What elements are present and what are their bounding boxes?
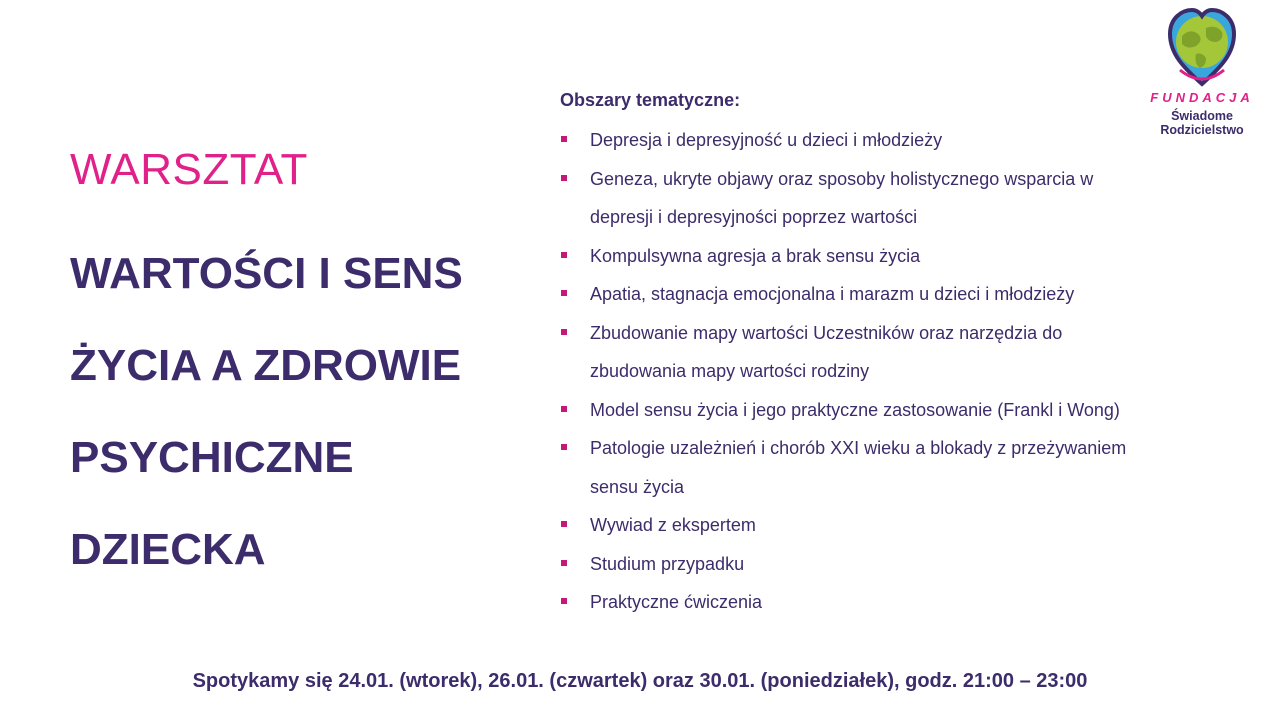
workshop-kicker: WARSZTAT — [70, 145, 308, 194]
list-item — [560, 391, 1200, 430]
list-item-text: Studium przypadku — [590, 553, 745, 574]
list-item — [560, 121, 1200, 160]
list-item-text: Model sensu życia i jego praktyczne zastosowanie (Frankl i Wong) — [590, 399, 1120, 420]
list-item-continuation — [560, 352, 1200, 391]
list-item — [560, 429, 1200, 468]
bullet-icon — [561, 290, 567, 296]
logo-line-name: Świadome Rodzicielstwo — [1160, 109, 1244, 137]
list-item-text: Geneza, ukryte objawy oraz sposoby holistycznego wsparcia w — [590, 168, 1094, 189]
list-item-continuation — [560, 468, 1200, 507]
list-item-text: sensu życia — [590, 476, 685, 497]
topics-heading: Obszary tematyczne: — [560, 90, 741, 110]
list-item — [560, 545, 1200, 584]
list-item-text: depresji i depresyjności poprzez wartości — [590, 207, 918, 227]
bullet-icon — [561, 521, 567, 527]
title-line: DZIECKA — [70, 525, 266, 574]
title-line: PSYCHICZNE — [70, 433, 354, 482]
bullet-icon — [561, 444, 567, 450]
list-item-text: Kompulsywna agresja a brak sensu życia — [590, 245, 921, 266]
list-item-text: Depresja i depresyjność u dzieci i młodzieży — [590, 130, 943, 150]
list-item — [560, 275, 1200, 314]
title-line: WARTOŚCI I SENS — [70, 249, 463, 298]
list-item — [560, 314, 1200, 353]
list-item — [560, 160, 1200, 199]
list-item — [560, 506, 1200, 545]
list-item-text: zbudowania mapy wartości rodziny — [590, 361, 870, 381]
bullet-icon — [561, 560, 567, 566]
topics-section — [560, 90, 1200, 622]
list-item-text: Praktyczne ćwiczenia — [590, 592, 763, 612]
bullet-icon — [561, 136, 567, 142]
topics-list — [560, 121, 1200, 622]
bullet-icon — [561, 175, 567, 181]
bullet-icon — [561, 598, 567, 604]
list-item-text: Apatia, stagnacja emocjonalna i marazm u dzieci i młodzieży — [590, 284, 1075, 304]
workshop-title — [70, 228, 530, 596]
bullet-icon — [561, 329, 567, 335]
list-item — [560, 237, 1200, 276]
title-line: ŻYCIA A ZDROWIE — [70, 341, 462, 390]
bullet-icon — [561, 252, 567, 258]
list-item-text: Zbudowanie mapy wartości Uczestników oraz narzędzia do — [590, 322, 1063, 343]
list-item-text: Patologie uzależnień i chorób XXI wieku a blokady z przeżywaniem — [590, 438, 1127, 458]
list-item-continuation — [560, 198, 1200, 237]
bullet-icon — [561, 406, 567, 412]
meeting-schedule: Spotykamy się 24.01. (wtorek), 26.01. (czwartek) oraz 30.01. (poniedziałek), godz. 21:00 – 23:00 — [192, 670, 1088, 692]
workshop-title-block — [70, 140, 530, 596]
list-item-text: Wywiad z ekspertem — [590, 515, 756, 535]
logo-line-fundacja: FUNDACJA — [1150, 90, 1254, 105]
list-item — [560, 583, 1200, 622]
heart-globe-icon — [1166, 6, 1238, 88]
